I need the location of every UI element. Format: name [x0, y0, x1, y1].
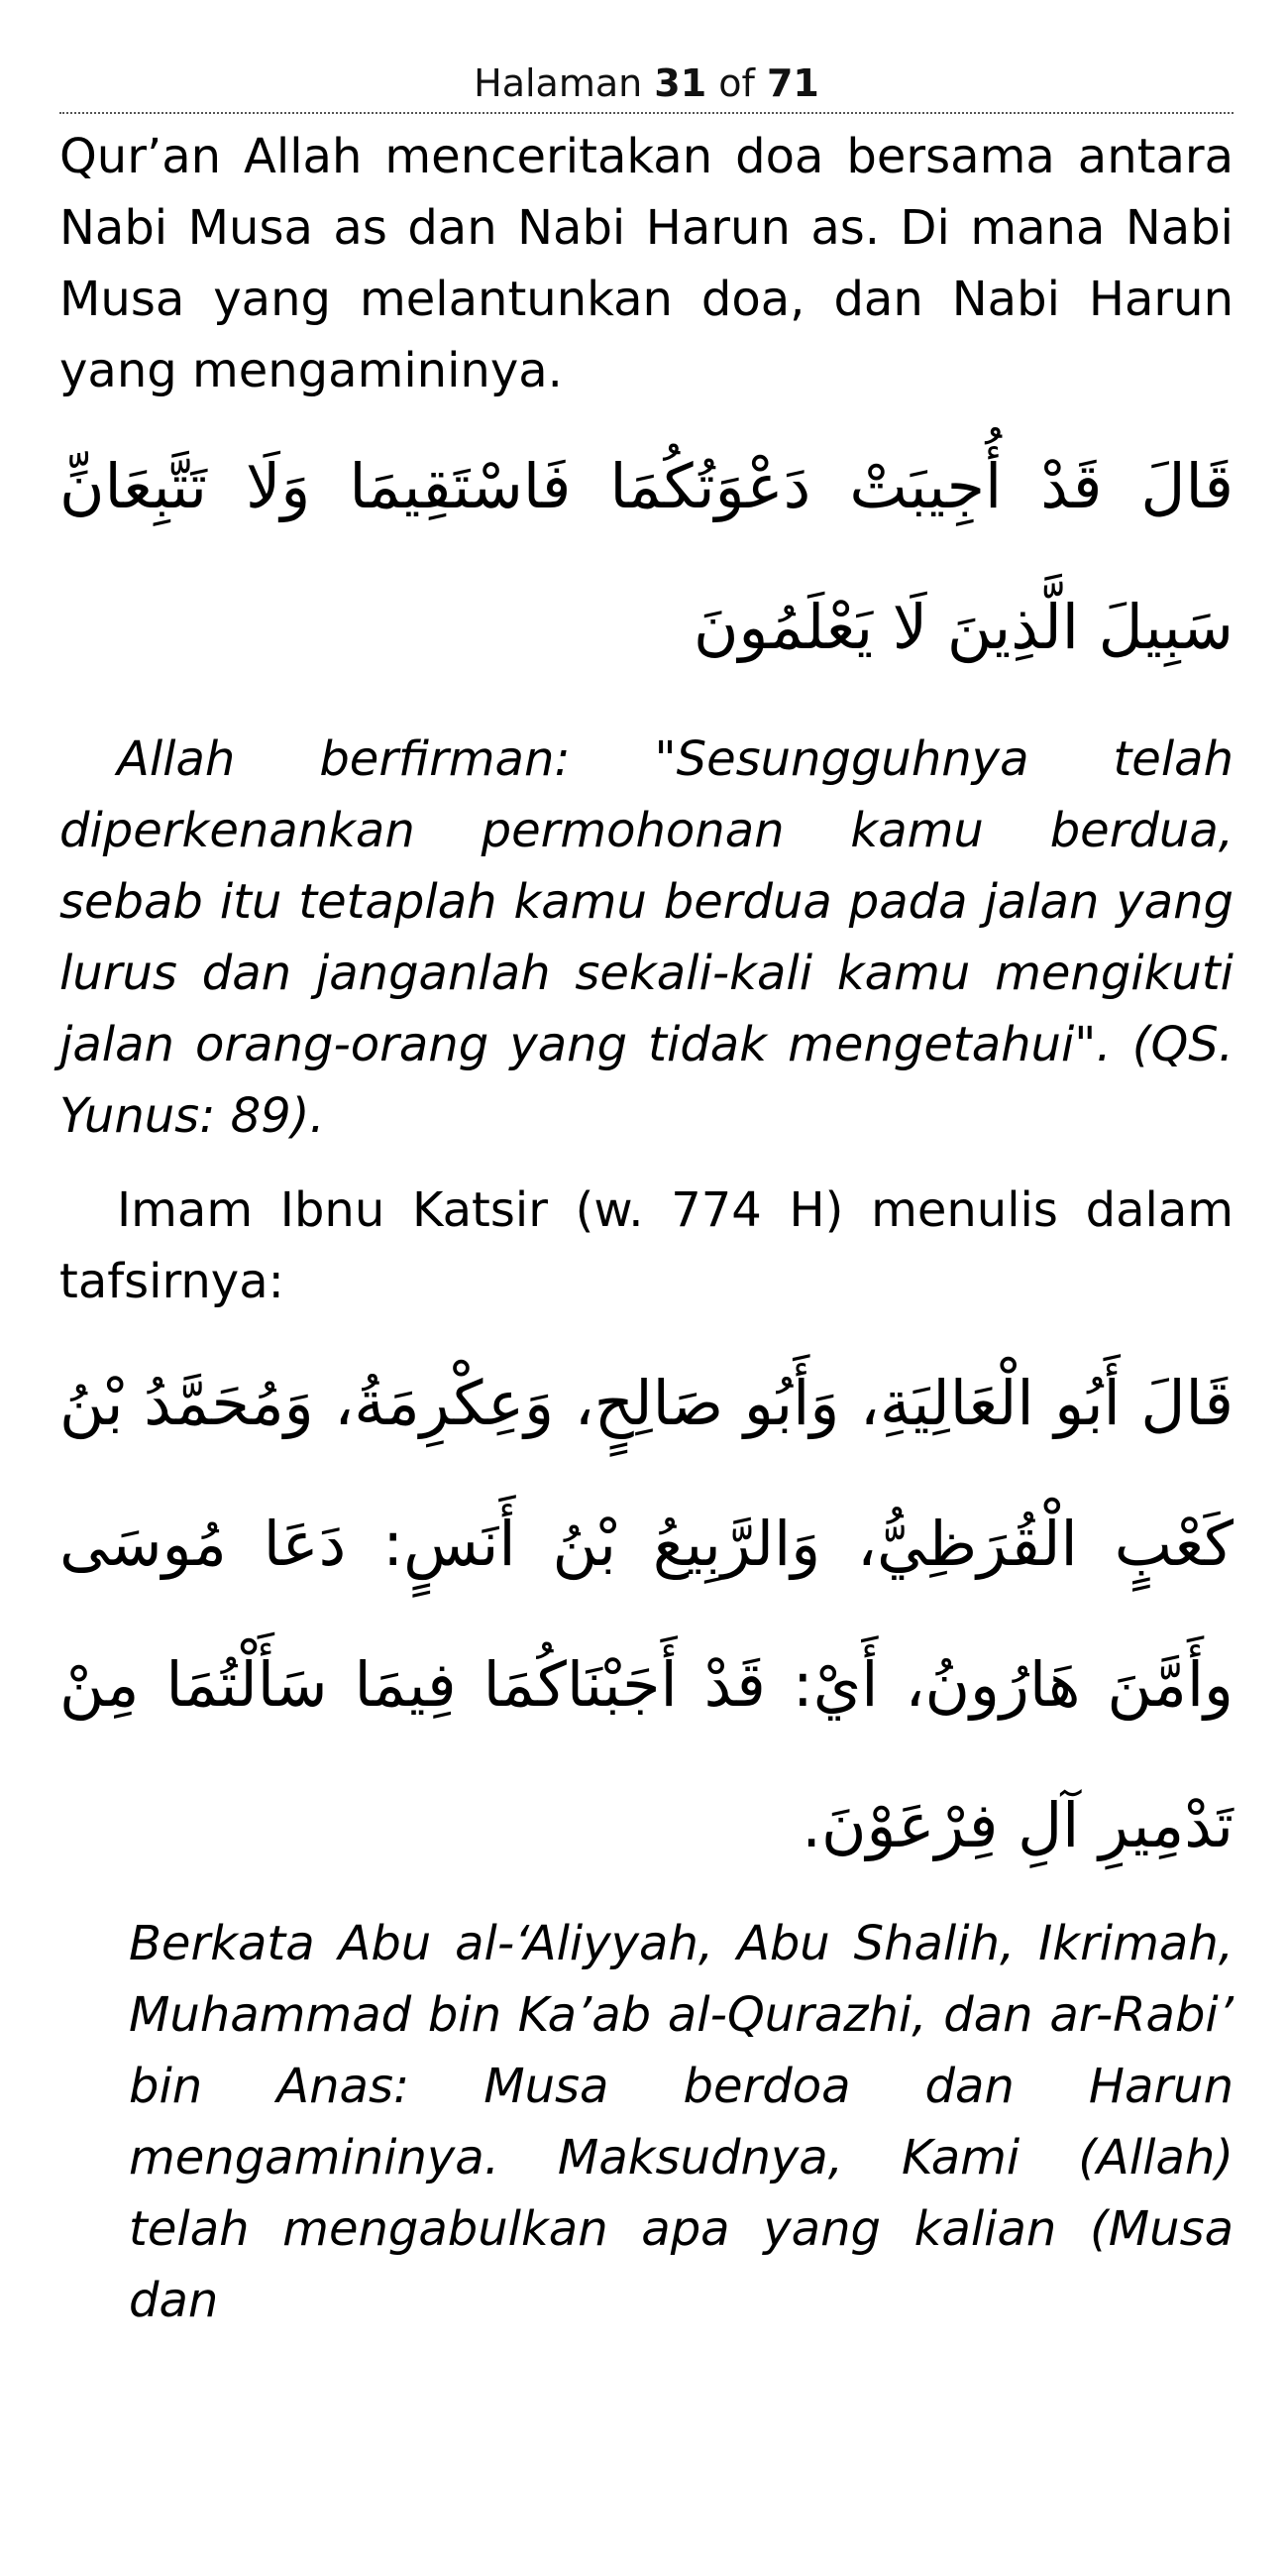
quran-ayah-arabic: قَالَ قَدْ أُجِيبَتْ دَعْوَتُكُمَا فَاسْتَقِيمَا وَلَا تَتَّبِعَانِّ سَبِيلَ الَّذِينَ لَا يَعْلَمُونَ — [59, 450, 1234, 663]
total-pages-number: 71 — [766, 61, 819, 105]
tafsir-translation-quote: Berkata Abu al-‘Aliyyah, Abu Shalih, Ikrimah, Muhammad bin Ka’ab al-Qurazhi, dan ar-Rabi’ bin Anas: Musa berdoa dan Harun mengamininya. Maksudnya, Kami (Allah) telah mengabulkan apa yang kalian (Musa dan — [129, 1916, 1234, 2328]
header-of: of — [706, 61, 767, 105]
page-header — [59, 59, 1234, 107]
tafsir-arabic-quote: قَالَ أَبُو الْعَالِيَةِ، وَأَبُو صَالِحٍ، وَعِكْرِمَةُ، وَمُحَمَّدُ بْنُ كَعْبٍ الْقُرَظِيُّ، وَالرَّبِيعُ بْنُ أَنَسٍ: دَعَا مُوسَى وأَمَّنَ هَارُونُ، أَيْ: قَدْ أَجَبْنَاكُمَا فِيمَا سَأَلْتُمَا مِنْ تَدْمِيرِ آلِ فِرْعَوْنَ. — [59, 1367, 1234, 1861]
header-divider — [59, 112, 1234, 114]
ayah-translation-paragraph: Allah berfirman: "Sesungguhnya telah diperkenankan permohonan kamu berdua, sebab itu tetaplah kamu berdua pada jalan yang lurus dan janganlah sekali-kali kamu mengikuti jalan orang-orang yang tidak mengetahui". (QS. Yunus: 89). — [59, 731, 1234, 1144]
ibnu-katsir-intro-paragraph: Imam Ibnu Katsir (w. 774 H) menulis dalam tafsirnya: — [59, 1182, 1234, 1309]
header-prefix: Halaman — [474, 61, 655, 105]
intro-paragraph: Qur’an Allah menceritakan doa bersama antara Nabi Musa as dan Nabi Harun as. Di mana Nabi Musa yang melantunkan doa, dan Nabi Harun yang mengamininya. — [59, 129, 1234, 398]
current-page-number: 31 — [654, 61, 707, 105]
